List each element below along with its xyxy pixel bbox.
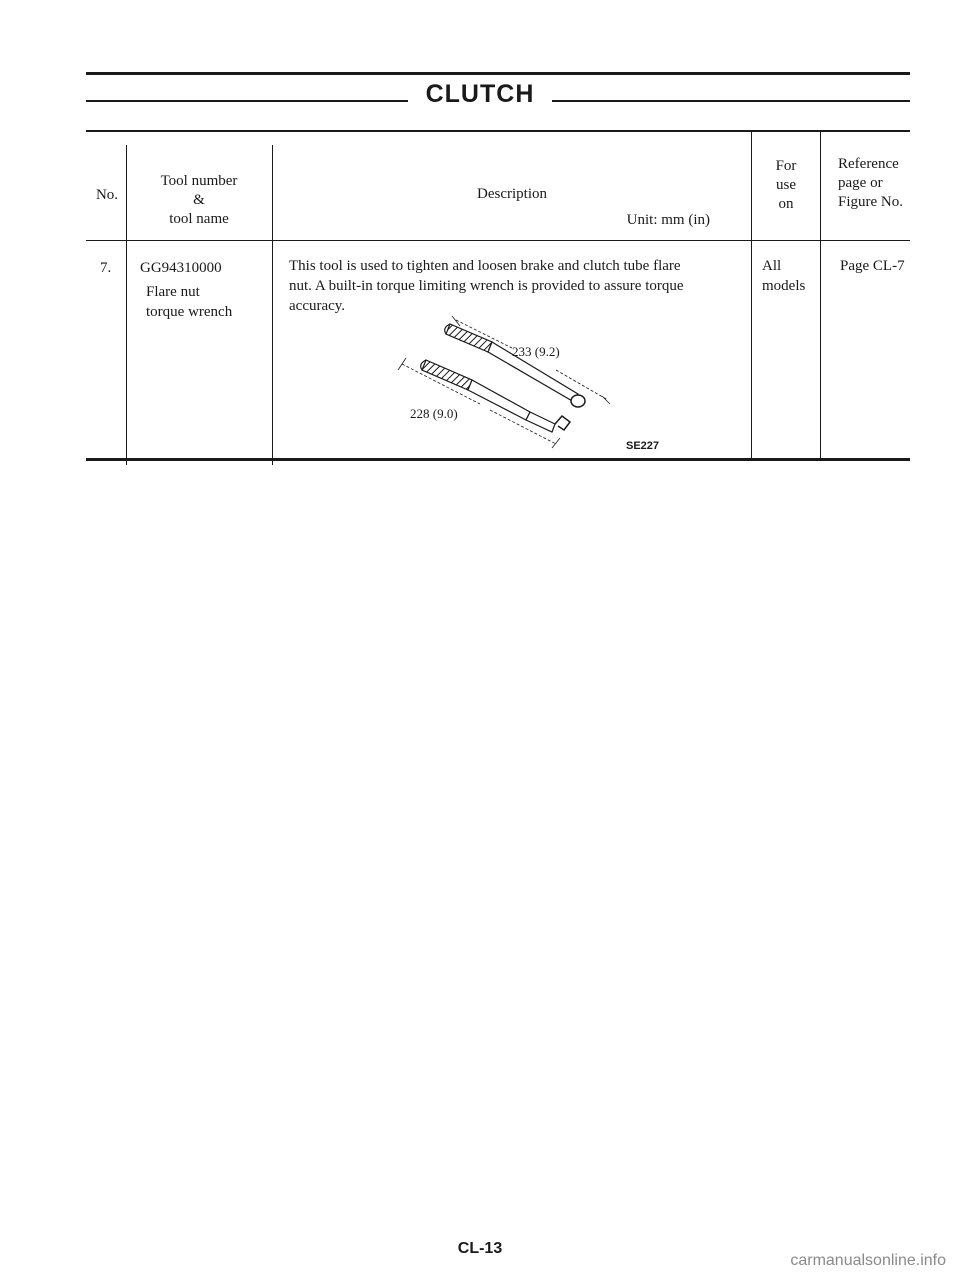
header-tool-line1: Tool number <box>160 173 238 189</box>
row-no: 7. <box>100 260 112 276</box>
dimension-lower-label: 228 (9.0) <box>410 406 458 421</box>
header-reference-line3: Figure No. <box>838 194 903 210</box>
page-number: CL-13 <box>457 1240 503 1257</box>
tool-cell <box>140 258 270 322</box>
header-for-use-line1: For <box>775 158 797 174</box>
dimension-lines <box>398 316 610 448</box>
title-rule-top <box>86 72 910 75</box>
for-use-line1: All <box>762 258 782 274</box>
header-tool-line2: & <box>193 192 205 208</box>
header-tool <box>128 172 270 229</box>
description-line1: This tool is used to tighten and loosen brake and clutch tube flare <box>289 258 681 274</box>
header-reference-line1: Reference <box>838 156 899 172</box>
upper-wrench <box>445 324 585 407</box>
table-top-rule <box>86 130 910 132</box>
tool-name-line2: torque wrench <box>146 304 233 320</box>
column-divider-2 <box>272 145 273 465</box>
tool-number: GG94310000 <box>140 260 222 276</box>
header-reference <box>822 155 912 212</box>
dimension-upper-label: 233 (9.2) <box>512 344 560 359</box>
torque-wrench-illustration <box>380 312 720 457</box>
watermark: carmanualsonline.info <box>790 1252 946 1269</box>
header-no: No. <box>95 187 119 203</box>
torque-wrench-drawing <box>380 312 720 457</box>
table-bottom-rule <box>86 458 910 461</box>
for-use-cell <box>762 256 805 296</box>
for-use-line2: models <box>762 278 806 294</box>
header-for-use-line3: on <box>778 196 794 212</box>
section-title: CLUTCH <box>0 80 960 109</box>
column-divider-1 <box>126 145 127 465</box>
tool-name-line1: Flare nut <box>146 284 200 300</box>
description-line2: nut. A built-in torque limiting wrench is provided to assure torque <box>289 278 684 294</box>
table-header-rule <box>86 240 910 241</box>
figure-code: SE227 <box>626 440 660 452</box>
column-divider-4 <box>820 131 821 461</box>
header-reference-line2: page or <box>838 175 883 191</box>
header-tool-line3: tool name <box>169 211 229 227</box>
header-description: Description <box>477 186 547 202</box>
header-unit: Unit: mm (in) <box>626 212 710 228</box>
header-for-use <box>752 157 820 214</box>
reference-cell: Page CL-7 <box>840 258 905 274</box>
description-line3: accuracy. <box>289 298 346 314</box>
description-text <box>289 256 749 316</box>
header-for-use-line2: use <box>776 177 796 193</box>
